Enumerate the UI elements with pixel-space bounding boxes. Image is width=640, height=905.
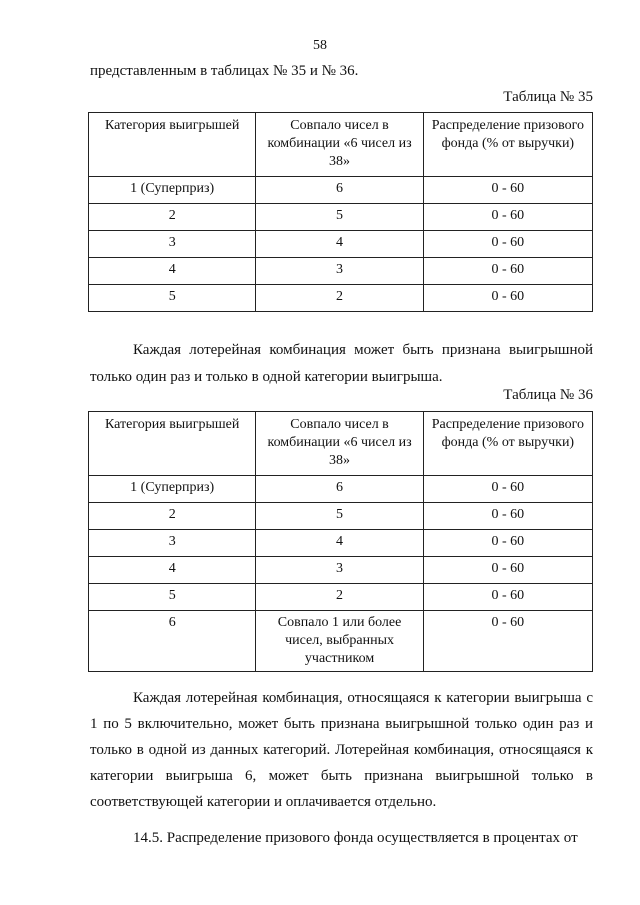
table-36 — [88, 411, 593, 672]
table-cell: 3 — [256, 557, 423, 584]
table-cell: 5 — [256, 503, 423, 530]
table-cell: 4 — [256, 231, 423, 258]
table-cell: 0 - 60 — [423, 584, 592, 611]
table-cell: 0 - 60 — [423, 503, 592, 530]
table-cell: 0 - 60 — [423, 177, 592, 204]
table-cell: 5 — [89, 285, 256, 312]
table-cell: 5 — [256, 204, 423, 231]
table-35-caption: Таблица № 35 — [503, 89, 593, 105]
table-cell: 3 — [89, 530, 256, 557]
table-row — [89, 285, 593, 312]
table-cell: 3 — [256, 258, 423, 285]
table-cell: 6 — [256, 476, 423, 503]
table-cell: 4 — [256, 530, 423, 557]
table-header-cell: Распределение призового фонда (% от выручки) — [423, 113, 592, 177]
table-36-caption: Таблица № 36 — [503, 387, 593, 403]
table-row — [89, 231, 593, 258]
table-header-cell: Распределение призового фонда (% от выручки) — [423, 412, 592, 476]
table-header-row — [89, 113, 593, 177]
table-row — [89, 557, 593, 584]
table-cell: 1 (Суперприз) — [89, 177, 256, 204]
table-cell: 2 — [89, 204, 256, 231]
table-cell: Совпало 1 или более чисел, выбранных участником — [256, 611, 423, 672]
table-cell: 0 - 60 — [423, 285, 592, 312]
table-header-cell: Совпало чисел в комбинации «6 чисел из 38» — [256, 113, 423, 177]
paragraph-1: Каждая лотерейная комбинация может быть признана выигрышной только один раз и только в одной категории выигрыша. — [90, 342, 593, 385]
table-header-cell: Категория выигрышей — [89, 412, 256, 476]
table-cell: 6 — [89, 611, 256, 672]
table-cell: 0 - 60 — [423, 204, 592, 231]
table-cell: 6 — [256, 177, 423, 204]
table-row — [89, 476, 593, 503]
table-cell: 4 — [89, 258, 256, 285]
table-row — [89, 584, 593, 611]
table-cell: 2 — [256, 584, 423, 611]
table-row — [89, 611, 593, 672]
table-header-row — [89, 412, 593, 476]
table-cell: 1 (Суперприз) — [89, 476, 256, 503]
table-cell: 3 — [89, 231, 256, 258]
table-header-cell: Совпало чисел в комбинации «6 чисел из 38» — [256, 412, 423, 476]
table-row — [89, 258, 593, 285]
table-cell: 2 — [89, 503, 256, 530]
intro-line: представленным в таблицах № 35 и № 36. — [90, 63, 359, 79]
table-cell: 5 — [89, 584, 256, 611]
table-cell: 0 - 60 — [423, 557, 592, 584]
paragraph-3: 14.5. Распределение призового фонда осуществляется в процентах от — [133, 830, 578, 846]
table-cell: 0 - 60 — [423, 231, 592, 258]
page-number: 58 — [313, 38, 327, 53]
table-row — [89, 503, 593, 530]
table-cell: 4 — [89, 557, 256, 584]
table-cell: 0 - 60 — [423, 258, 592, 285]
table-35 — [88, 112, 593, 312]
table-row — [89, 204, 593, 231]
table-row — [89, 530, 593, 557]
table-cell: 0 - 60 — [423, 530, 592, 557]
table-cell: 0 - 60 — [423, 611, 592, 672]
paragraph-2: Каждая лотерейная комбинация, относящаяся к категории выигрыша с 1 по 5 включительно, может быть признана выигрышной только один раз и только в одной из данных категорий. Лотерейная комбинация, относящаяся к категории выигрыша 6, может быть признана выигрышной только в соответствующей категории и оплачивается отдельно. — [90, 690, 593, 810]
table-header-cell: Категория выигрышей — [89, 113, 256, 177]
table-row — [89, 177, 593, 204]
table-cell: 2 — [256, 285, 423, 312]
table-cell: 0 - 60 — [423, 476, 592, 503]
